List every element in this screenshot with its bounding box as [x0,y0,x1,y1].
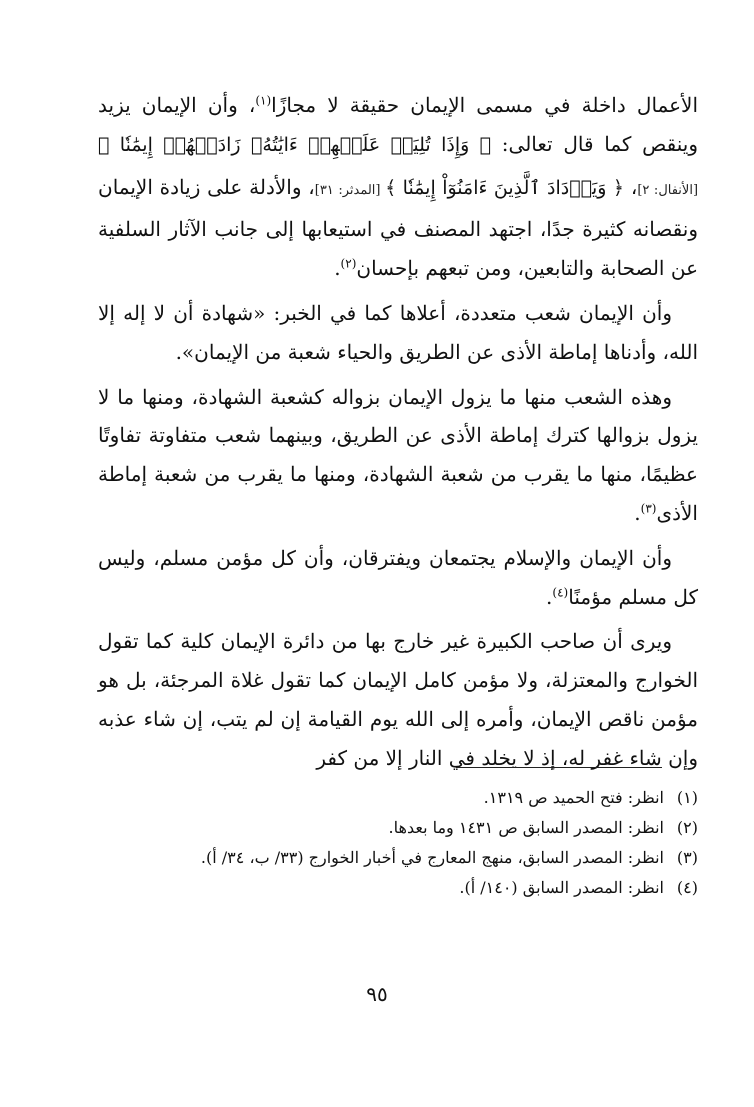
footnote [98,843,698,873]
footnote-divider [456,767,662,768]
text-run: ، [624,174,638,199]
text-run: ، وأن الإيمان يزيد وينقص كما قال تعالى: [98,93,698,156]
text-run: ويرى أن صاحب الكبيرة غير خارج بها من دائرة الإيمان كلية كما تقول الخوارج والمعتزلة، ولا مؤمن كامل الإيمان كما تقول غلاة المرجئة، بل هو مؤمن ناقص الإيمان، وأمره إلى الله يوم القيامة إن لم يتب، إن شاء عذبه وإن شاء غفر له، إذ لا يخلد في النار إلا من كفر [98,629,698,770]
paragraph [98,539,698,617]
footnote-ref: (١) [255,93,272,108]
footnote-text: انظر: فتح الحميد ص ١٣١٩. [483,788,664,807]
footnote [98,813,698,843]
footnotes [98,783,698,903]
text-run: ، والأدلة على زيادة الإيمان ونقصانه كثيرة جدًا، اجتهد المصنف في استيعابها إلى جانب الآثار السلفية عن الصحابة والتابعين، ومن تبعهم بإحسان [98,174,698,281]
page-number: ٩٥ [366,982,388,1006]
verse-citation: [الأنفال: ٢] [637,182,699,198]
text-run: الأعمال داخلة في مسمى الإيمان حقيقة لا مجازًا [271,93,698,117]
footnote-text: انظر: المصدر السابق (١٤٠/ أ). [459,878,664,897]
footnote-ref: (٢) [340,256,357,271]
footnote-number: (١) [676,788,698,807]
paragraph [98,622,698,777]
quran-verse: ﴿ وَيَزۡدَادَ ٱلَّذِينَ ءَامَنُوٓاْ إِيمَٰنٗا ﴾ [385,176,625,199]
footnote-text: انظر: المصدر السابق، منهج المعارج في أخبار الخوارج (٣٣/ ب، ٣٤/ أ). [200,848,664,867]
text-run: . [634,500,641,525]
footnote-number: (٢) [676,818,698,837]
main-text [98,86,698,784]
footnote-ref: (٤) [552,584,569,599]
footnote-text: انظر: المصدر السابق ص ١٤٣١ وما بعدها. [388,818,664,837]
paragraph [98,294,698,372]
footnote [98,783,698,813]
text-run: وأن الإيمان والإسلام يجتمعان ويفترقان، وأن كل مؤمن مسلم، وليس كل مسلم مؤمنًا [98,545,698,609]
footnote-ref: (٣) [640,501,657,516]
footnote-number: (٤) [676,878,698,897]
text-run: وأن الإيمان شعب متعددة، أعلاها كما في الخبر: «شهادة أن لا إله إلا الله، وأدناها إماطة الأذى عن الطريق والحياء شعبة من الإيمان». [98,300,698,364]
footnote [98,873,698,903]
paragraph [98,378,698,533]
verse-citation: [المدثر: ٣١] [314,182,386,198]
text-run: وهذه الشعب منها ما يزول الإيمان بزواله كشعبة الشهادة، ومنها ما لا يزول بزوالها كترك إماطة الأذى عن الطريق، وبينهما شعب متفاوتة تفاوتًا عظيمًا، منها ما يقرب من شعبة الشهادة، ومنها ما يقرب من شعبة إماطة الأذى [98,384,698,525]
quran-verse: ﴿ وَإِذَا تُلِيَتۡ عَلَيۡهِمۡ ءَايَٰتُهُۥ زَادَتۡهُمۡ إِيمَٰنٗا ﴾ [98,133,492,156]
text-run: . [334,256,341,281]
text-run: . [546,584,553,609]
footnote-number: (٣) [676,848,698,867]
paragraph [98,86,698,288]
